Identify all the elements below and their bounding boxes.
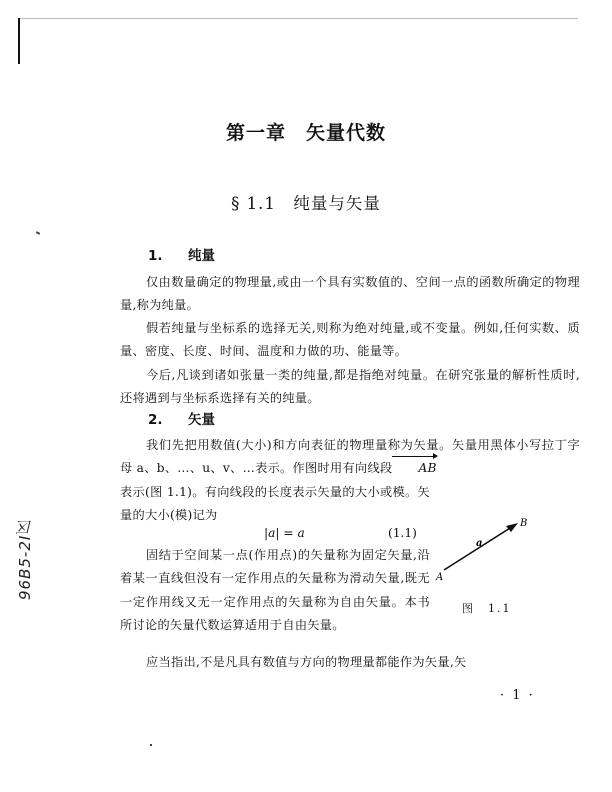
- subsection-number: 2.: [148, 412, 163, 428]
- paragraph: 固结于空间某一点(作用点)的矢量称为固定矢量,沿着某一直线但没有一定作用点的矢量称为滑动矢量,既无一定作用线又无一定作用点的矢量称为自由矢量。本书所讨论的矢量代数运算适用于自由矢量。: [120, 548, 430, 632]
- page-number: · 1 ·: [500, 688, 535, 703]
- subsection-title: 纯量: [188, 248, 215, 264]
- chapter-title: 第一章 矢量代数: [225, 122, 386, 144]
- formula-number: (1.1): [388, 526, 417, 540]
- paragraph: 今后,凡谈到诸如张量一类的纯量,都是指绝对纯量。在研究张量的解析性质时,还将遇到与坐标系选择有关的纯量。: [120, 368, 580, 406]
- subsection-number: 1.: [148, 248, 163, 264]
- scan-speck: [36, 231, 40, 235]
- vector-line: [444, 528, 510, 570]
- subsection-heading-2: [148, 408, 215, 428]
- margin-handwritten-stamp: 96B5-2I区: [16, 518, 34, 600]
- scan-margin-mark: [18, 18, 20, 64]
- figure-caption: 图 1.1: [462, 602, 512, 615]
- paragraph-text: 我们先把用数值(大小)和方向表征的物理量称为矢量。矢量用黑体小写拉丁字母 a、b、…、u、v、…表示。作图时用有向线段: [120, 438, 580, 476]
- point-a-label: A: [436, 572, 444, 582]
- scan-speck: [150, 744, 152, 746]
- figure-1-1: [434, 512, 554, 582]
- vector-label: a: [476, 538, 483, 549]
- arrowhead-icon: [506, 523, 518, 532]
- point-b-label: B: [520, 518, 528, 529]
- subsection-heading-1: [148, 244, 215, 264]
- formula-expression: |a| = a: [264, 526, 305, 540]
- vector-notation-ab: AB: [392, 457, 436, 480]
- paragraph: 假若纯量与坐标系的选择无关,则称为绝对纯量,或不变量。例如,任何实数、质量、密度、长度、时间、温度和力做的功、能量等。: [120, 321, 580, 359]
- section-title: § 1.1 纯量与矢量: [231, 194, 381, 213]
- vector-arrow-diagram: [434, 512, 554, 582]
- subsection-title: 矢量: [188, 412, 215, 428]
- paragraph: [120, 434, 580, 481]
- paragraph: 应当指出,不是凡具有数值与方向的物理量都能作为矢量,矢: [146, 655, 467, 669]
- paragraph: 表示(图 1.1)。有向线段的长度表示矢量的大小或模。矢量的大小(模)记为: [120, 485, 430, 523]
- scan-edge-line: [18, 18, 578, 19]
- paragraph: 仅由数量确定的物理量,或由一个具有实数值的、空间一点的函数所确定的物理量,称为纯量。: [120, 275, 580, 313]
